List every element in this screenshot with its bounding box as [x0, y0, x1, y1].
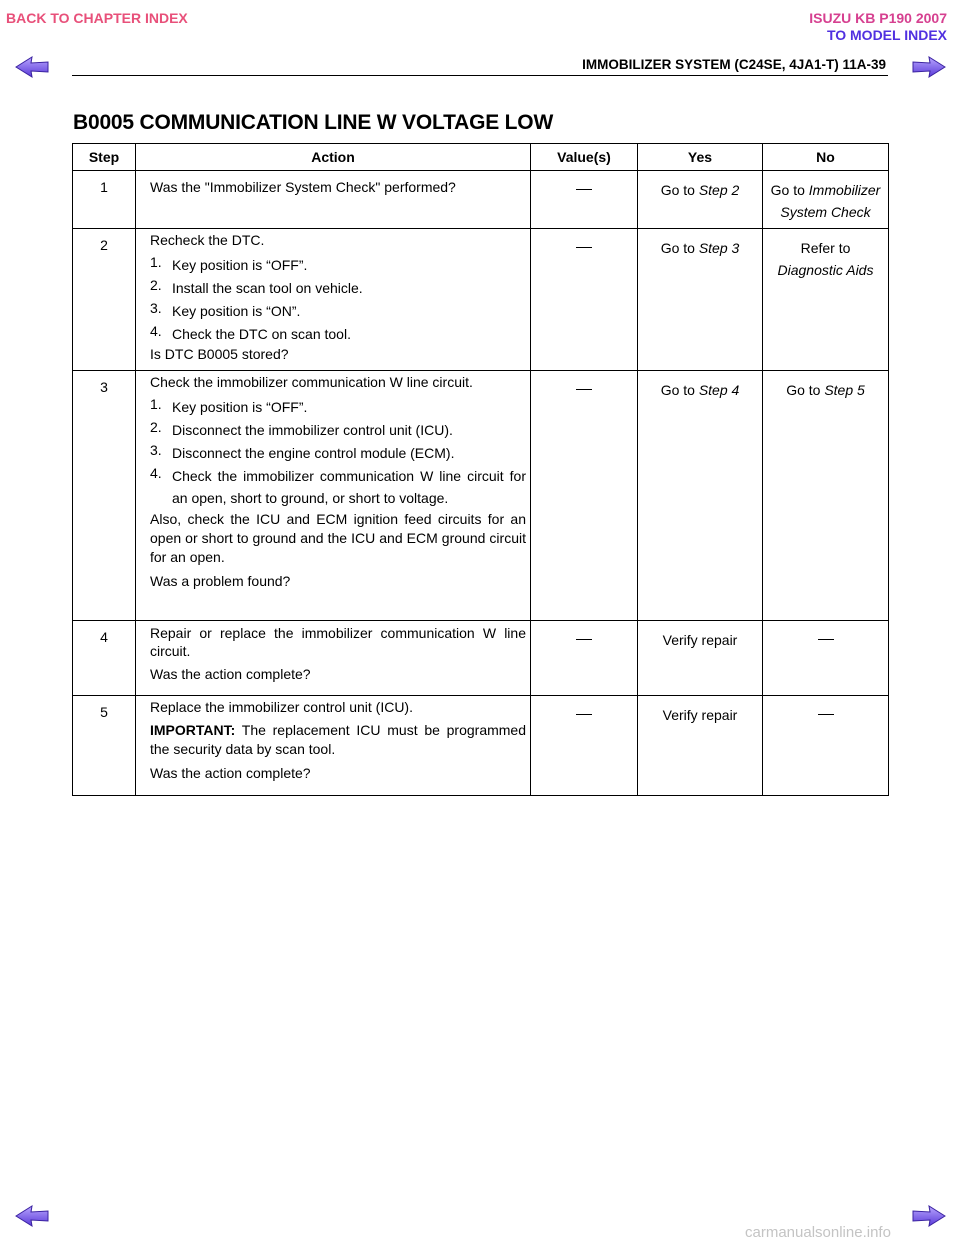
- watermark-text: carmanualsonline.info: [745, 1224, 891, 1241]
- no-prefix: Go to: [786, 382, 825, 398]
- header-yes: Yes: [638, 144, 763, 171]
- dash-mark: [576, 389, 592, 390]
- list-item: 4. Check the immobilizer communication W line circuit for an open, short to ground, or short to voltage.: [150, 465, 526, 506]
- header-divider: [72, 75, 888, 76]
- no-cell: [763, 229, 889, 371]
- action-cell: [136, 696, 531, 796]
- action-text: Check the immobilizer communication W line circuit.: [150, 374, 473, 390]
- header-values: Value(s): [531, 144, 638, 171]
- step-number: 4: [73, 621, 136, 696]
- dash-mark: [576, 714, 592, 715]
- no-step-link[interactable]: Step 5: [824, 382, 865, 398]
- action-text: Replace the immobilizer control unit (ICU).: [150, 699, 413, 715]
- question-text: Was the action complete?: [150, 666, 311, 682]
- yes-cell: [638, 371, 763, 621]
- note-text: Also, check the ICU and ECM ignition feed circuits for an open or short to ground and the ICU and ECM ground circuit for an open.: [150, 511, 526, 565]
- yes-cell: [638, 229, 763, 371]
- header-action: Action: [136, 144, 531, 171]
- list-item: 3. Disconnect the engine control module (ECM).: [150, 442, 455, 461]
- list-item: 2. Disconnect the immobilizer control unit (ICU).: [150, 419, 453, 438]
- dash-mark: [576, 189, 592, 190]
- value-cell: [531, 371, 638, 621]
- yes-step-link[interactable]: Step 2: [698, 182, 740, 198]
- dash-mark: [576, 639, 592, 640]
- list-item: 1. Key position is “OFF”.: [150, 254, 308, 273]
- value-cell: [531, 171, 638, 229]
- to-model-index-label: TO MODEL INDEX: [826, 27, 947, 43]
- table-row: [73, 171, 889, 229]
- value-cell: [531, 621, 638, 696]
- list-item: 3. Key position is “ON”.: [150, 300, 301, 319]
- no-prefix: Refer to: [800, 240, 851, 256]
- next-page-arrow-icon[interactable]: [911, 55, 947, 79]
- list-item: 1. Key position is “OFF”.: [150, 396, 308, 415]
- action-text: Was the "Immobilizer System Check" performed?: [150, 179, 456, 195]
- value-cell: [531, 229, 638, 371]
- yes-cell: Verify repair: [638, 621, 763, 696]
- no-cell: [763, 371, 889, 621]
- question-text: Was a problem found?: [150, 573, 291, 589]
- step-number: 3: [73, 371, 136, 621]
- no-cell: [763, 621, 889, 696]
- value-cell: [531, 696, 638, 796]
- yes-cell: Verify repair: [638, 696, 763, 796]
- no-step-link[interactable]: Immobilizer System Check: [780, 182, 881, 220]
- page-title: B0005 COMMUNICATION LINE W VOLTAGE LOW: [73, 111, 554, 134]
- section-header: IMMOBILIZER SYSTEM (C24SE, 4JA1-T) 11A-39: [582, 57, 886, 72]
- dash-mark: [576, 247, 592, 248]
- yes-prefix: Go to: [660, 382, 699, 398]
- header-step: Step: [73, 144, 136, 171]
- action-cell: [136, 371, 531, 621]
- important-text: The replacement ICU must be programmed the security data by scan tool.: [150, 722, 526, 757]
- step-number: 1: [73, 171, 136, 229]
- yes-cell: [638, 171, 763, 229]
- yes-prefix: Go to: [660, 182, 699, 198]
- no-cell: [763, 171, 889, 229]
- no-step-link[interactable]: Diagnostic Aids: [777, 262, 874, 278]
- table-row: [73, 621, 889, 696]
- question-text: Was the action complete?: [150, 765, 311, 781]
- action-cell: [136, 621, 531, 696]
- action-cell: [136, 171, 531, 229]
- list-item: 4. Check the DTC on scan tool.: [150, 323, 351, 342]
- table-row: [73, 229, 889, 371]
- step-number: 5: [73, 696, 136, 796]
- yes-step-link[interactable]: Step 4: [698, 382, 740, 398]
- table-row: [73, 371, 889, 621]
- no-cell: [763, 696, 889, 796]
- important-label: IMPORTANT:: [150, 722, 236, 738]
- model-name: ISUZU KB P190 2007: [809, 10, 947, 26]
- action-cell: [136, 229, 531, 371]
- step-number: 2: [73, 229, 136, 371]
- action-text: Repair or replace the immobilizer communication W line circuit.: [150, 625, 526, 659]
- yes-prefix: Go to: [660, 240, 699, 256]
- table-header-row: [73, 144, 889, 171]
- table-row: [73, 696, 889, 796]
- header-no: No: [763, 144, 889, 171]
- action-text: Recheck the DTC.: [150, 232, 265, 248]
- model-index-link[interactable]: [809, 10, 947, 44]
- back-to-chapter-index-link[interactable]: BACK TO CHAPTER INDEX: [6, 10, 188, 26]
- previous-page-arrow-icon[interactable]: [14, 1204, 50, 1228]
- question-text: Is DTC B0005 stored?: [150, 346, 289, 362]
- important-note: [150, 721, 526, 759]
- previous-page-arrow-icon[interactable]: [14, 55, 50, 79]
- list-item: 2. Install the scan tool on vehicle.: [150, 277, 363, 296]
- yes-step-link[interactable]: Step 3: [698, 240, 740, 256]
- dash-mark: [818, 639, 834, 640]
- diagnostic-table: [72, 143, 889, 796]
- no-prefix: Go to: [770, 182, 809, 198]
- next-page-arrow-icon[interactable]: [911, 1204, 947, 1228]
- dash-mark: [818, 714, 834, 715]
